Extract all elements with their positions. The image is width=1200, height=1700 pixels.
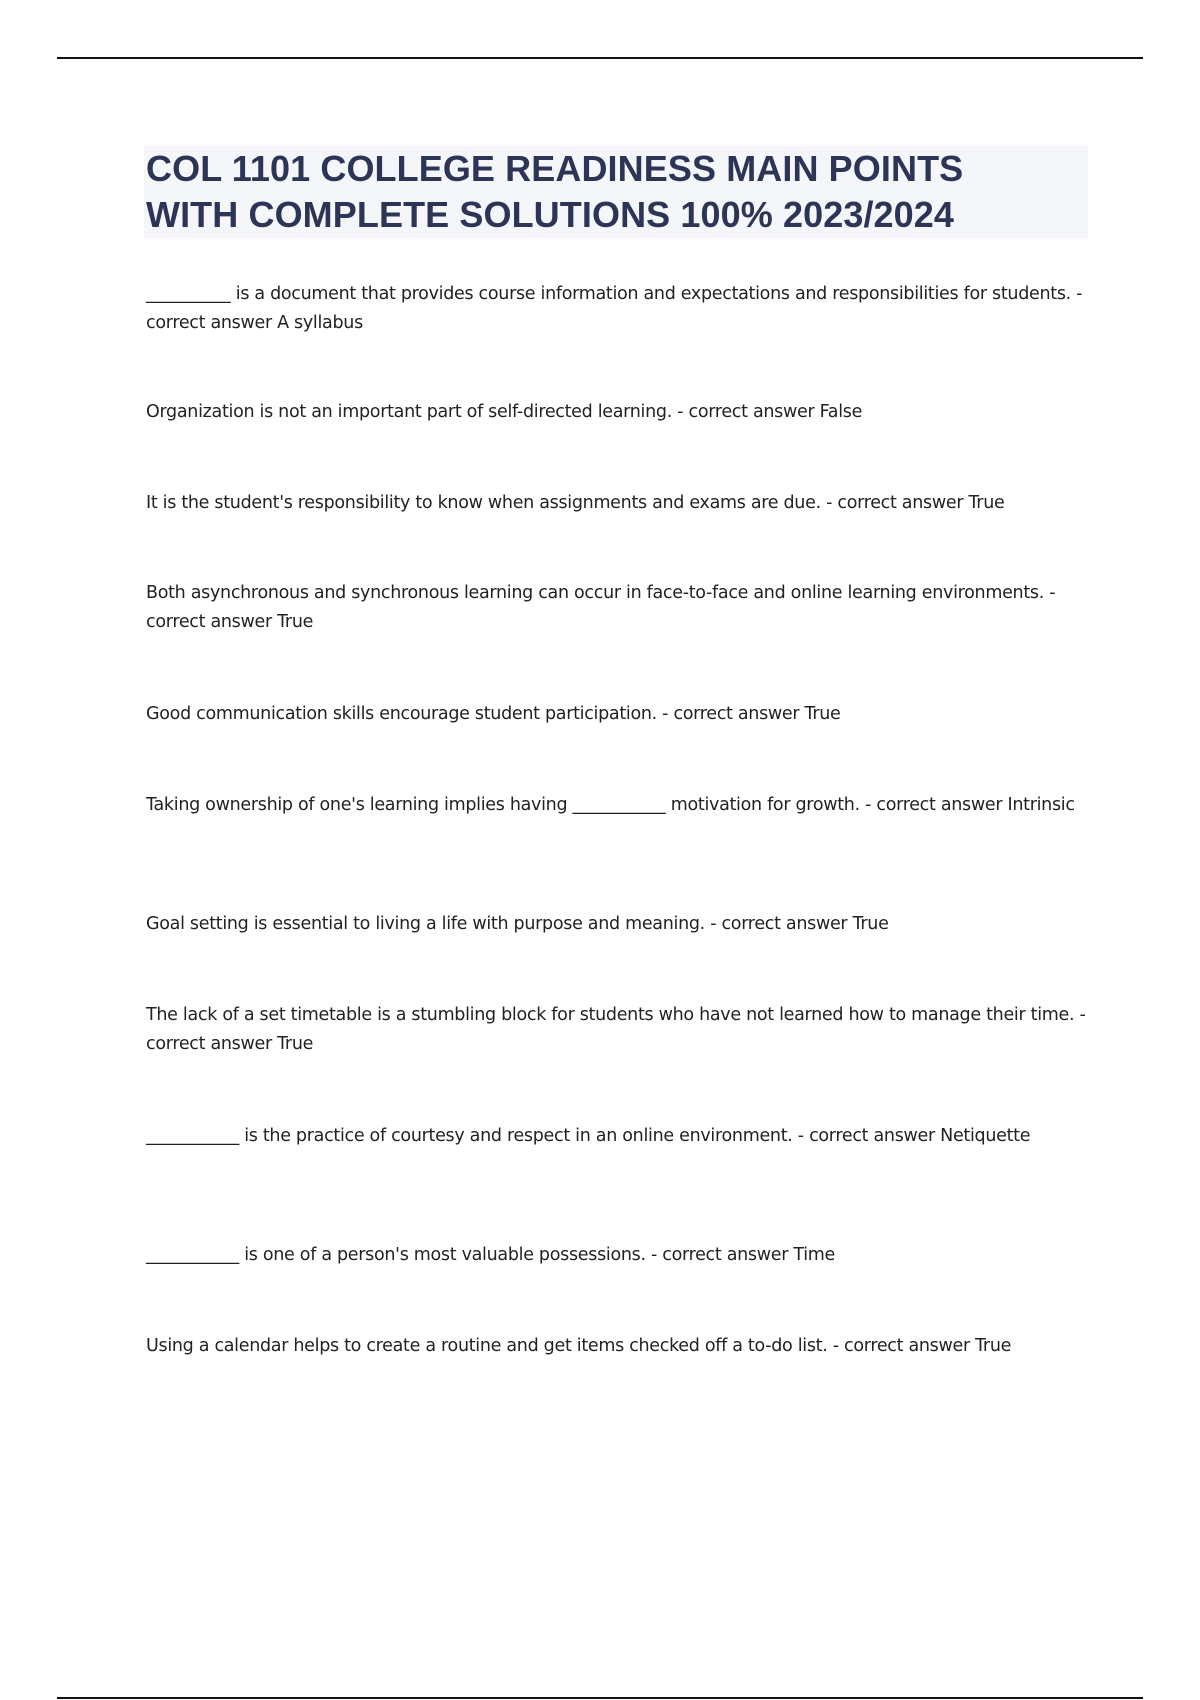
title-line-1: COL 1101 COLLEGE READINESS MAIN POINTS — [146, 148, 964, 189]
title-block — [144, 146, 1088, 238]
header-rule — [57, 57, 1143, 59]
qa-item-5: Good communication skills encourage student participation. - correct answer True — [146, 704, 841, 724]
qa-item-10: ___________ is one of a person's most valuable possessions. - correct answer Time — [146, 1245, 835, 1265]
qa-item-3: It is the student's responsibility to know when assignments and exams are due. - correct answer True — [146, 493, 1005, 513]
qa-item-11: Using a calendar helps to create a routine and get items checked off a to-do list. - correct answer True — [146, 1336, 1012, 1356]
title-line-2: WITH COMPLETE SOLUTIONS 100% 2023/2024 — [146, 194, 955, 235]
qa-item-4: Both asynchronous and synchronous learning can occur in face-to-face and online learning environments. - correct answer True — [146, 583, 1056, 632]
qa-item-7: Goal setting is essential to living a life with purpose and meaning. - correct answer True — [146, 914, 889, 934]
document-title — [146, 146, 1088, 238]
qa-item-6: Taking ownership of one's learning implies having ___________ motivation for growth. - correct answer Intrinsic — [146, 795, 1075, 815]
qa-item-2: Organization is not an important part of self-directed learning. - correct answer False — [146, 402, 863, 422]
footer-rule — [57, 1697, 1143, 1699]
qa-item-8: The lack of a set timetable is a stumbling block for students who have not learned how to manage their time. - correct answer True — [146, 1005, 1086, 1054]
qa-item-1: __________ is a document that provides course information and expectations and responsibilities for students. - correct answer A syllabus — [146, 284, 1083, 333]
qa-item-9: ___________ is the practice of courtesy and respect in an online environment. - correct answer Netiquette — [146, 1126, 1031, 1146]
